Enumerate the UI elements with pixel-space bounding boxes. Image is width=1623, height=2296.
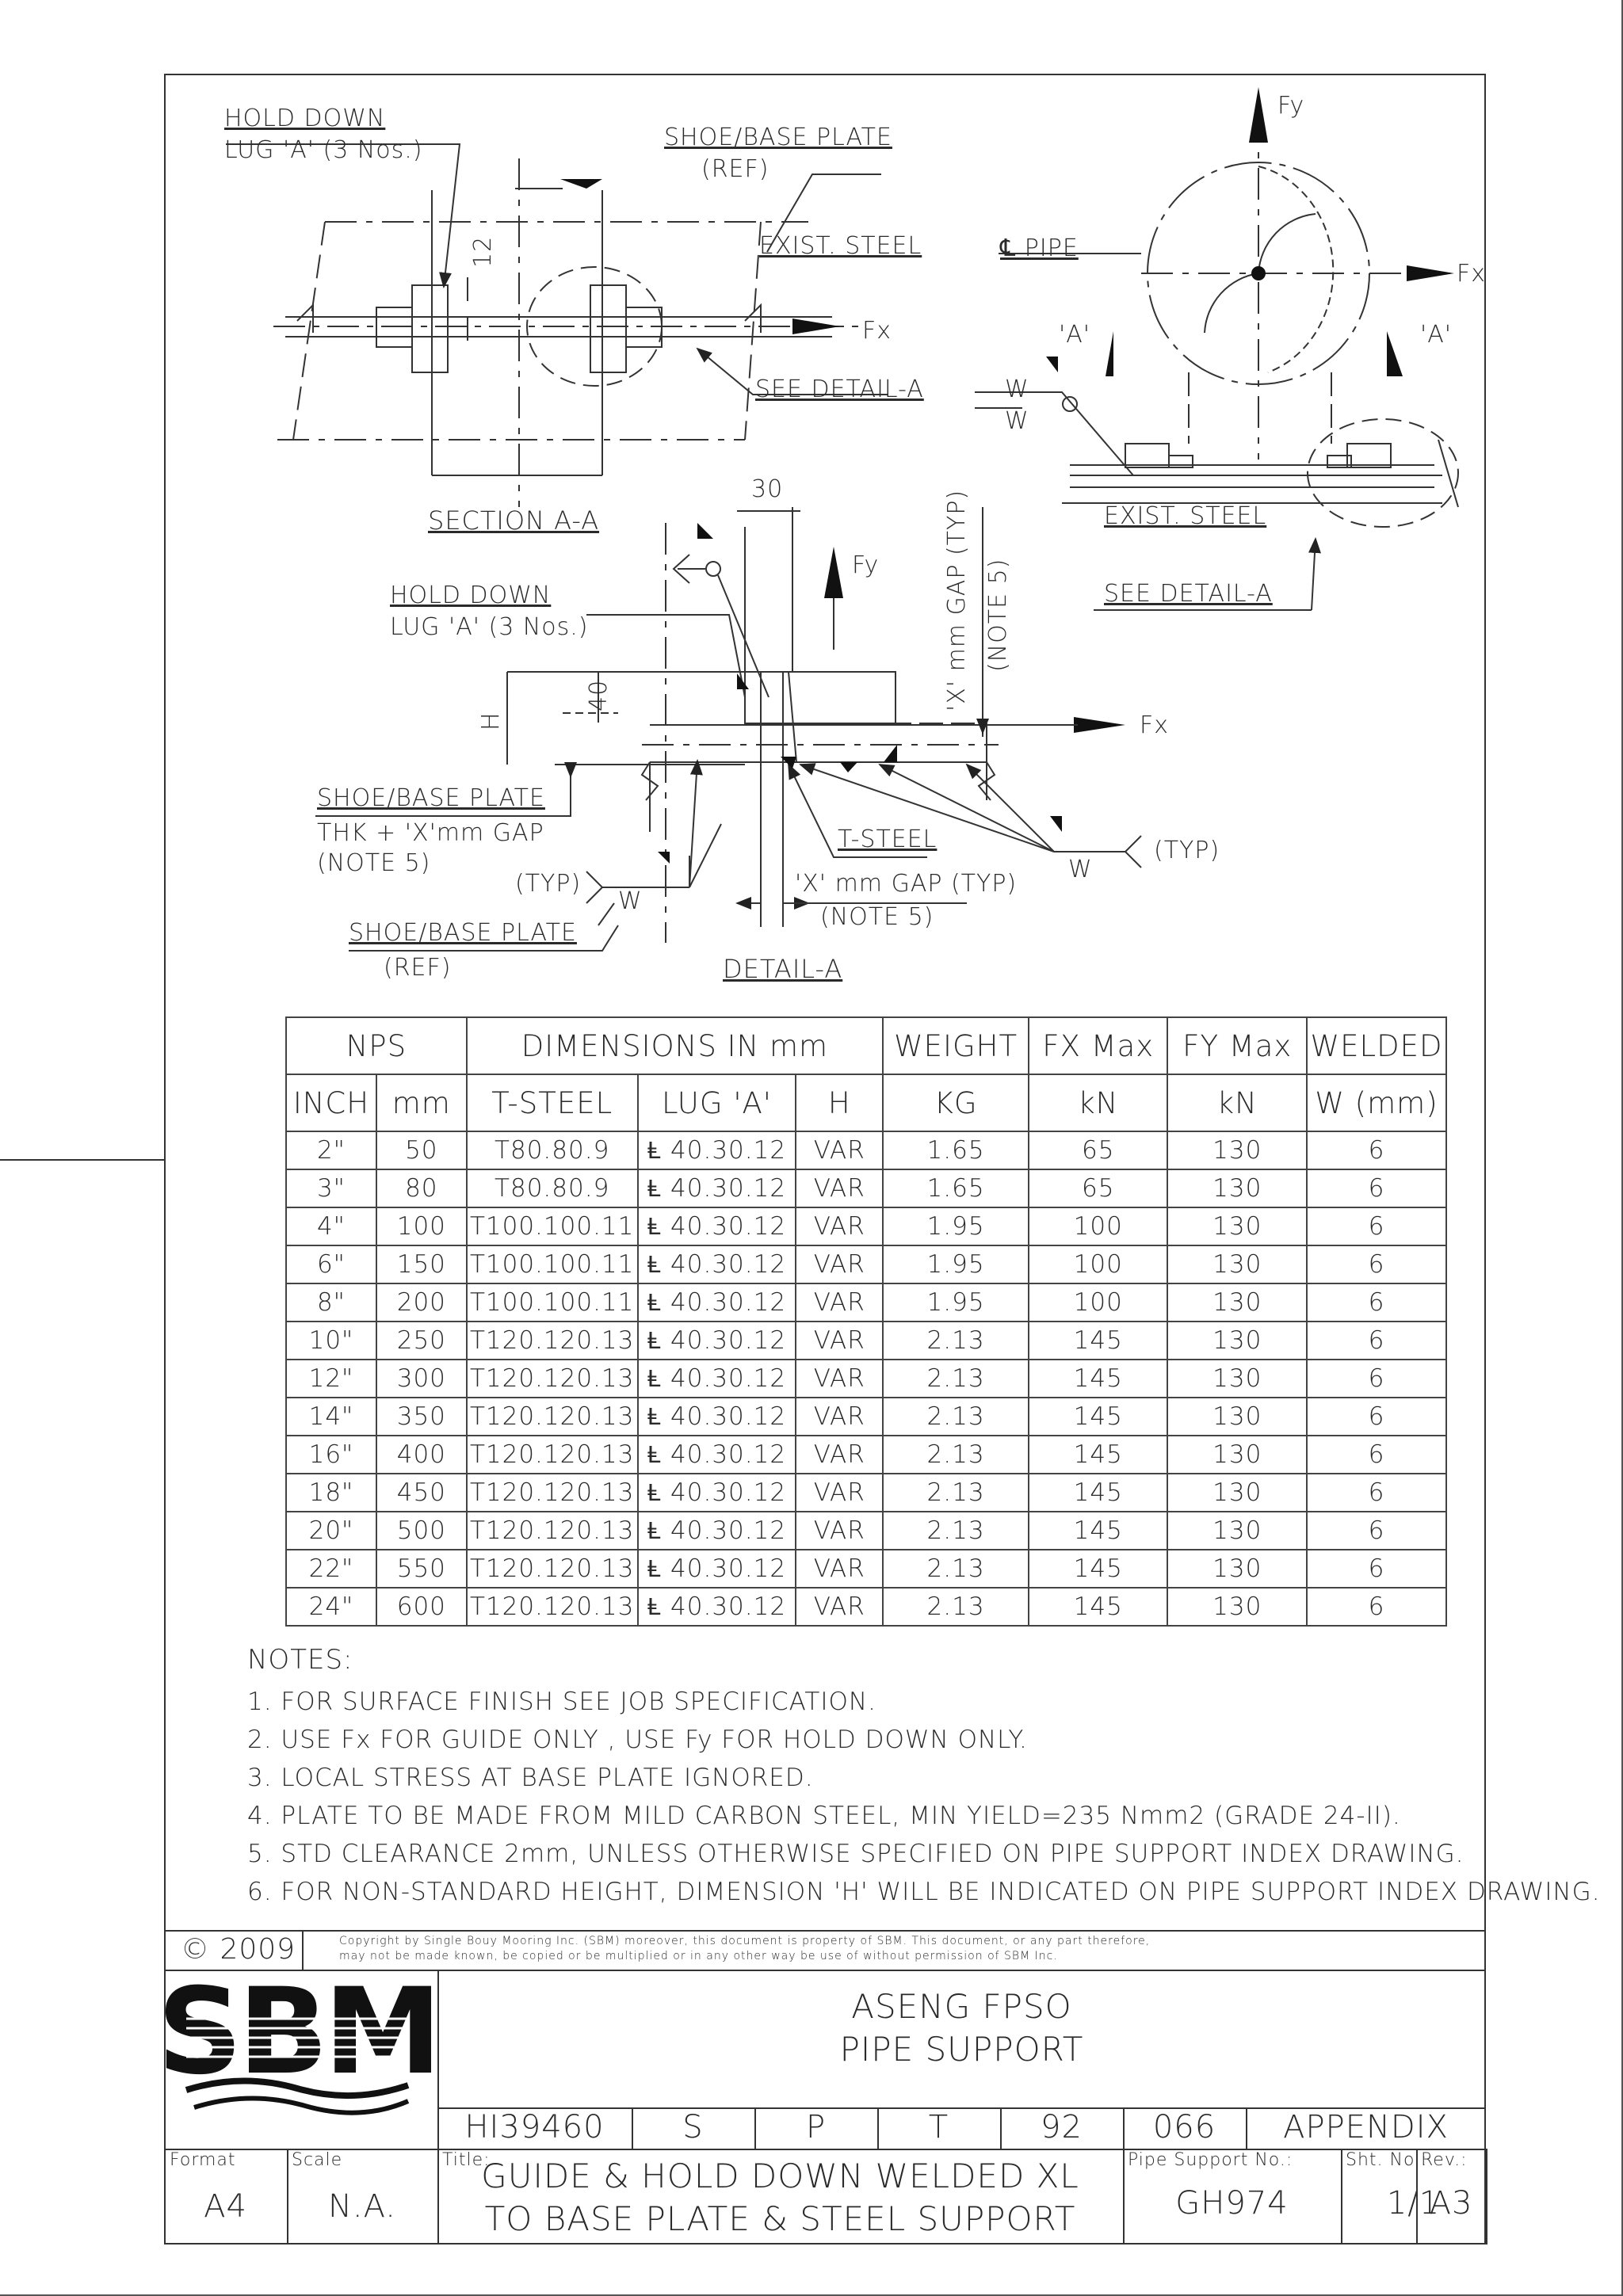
table-row [286,1550,1446,1588]
section-see-detail-label: SEE DETAIL-A [755,376,924,403]
pipe-see-detail-label: SEE DETAIL-A [1104,580,1273,608]
header-fx-kn: kN [1029,1074,1167,1131]
pipe-weld-w-top: W [1005,376,1029,403]
cell-w: 6 [1307,1474,1446,1512]
rev-value: A3 [1429,2185,1473,2222]
cell-fy: 130 [1167,1474,1306,1512]
rev-label: Rev.: [1421,2150,1468,2170]
cell-fx: 145 [1029,1512,1167,1550]
cell-fx: 145 [1029,1398,1167,1436]
cell-kg: 1.95 [883,1245,1029,1283]
cell-inch: 20" [286,1512,376,1550]
cell-lug: Ⱡ 40.30.12 [638,1360,796,1398]
header-fy-kn: kN [1167,1074,1306,1131]
sbm-logo [157,1963,437,2120]
dimensions-table [285,1016,1447,1627]
cell-inch: 4" [286,1207,376,1245]
cell-mm: 100 [376,1207,467,1245]
cell-lug: Ⱡ 40.30.12 [638,1436,796,1474]
note-item-3: 3. LOCAL STRESS AT BASE PLATE IGNORED. [247,1764,814,1792]
cell-kg: 2.13 [883,1322,1029,1360]
format-value: A4 [204,2188,247,2225]
cell-tsteel: T100.100.11 [467,1283,638,1322]
pipe-view-drawing [975,111,1458,610]
cell-kg: 1.65 [883,1169,1029,1207]
table-row [286,1169,1446,1207]
cell-inch: 16" [286,1436,376,1474]
cell-fx: 65 [1029,1169,1167,1207]
table-row [286,1283,1446,1322]
pipe-mark-a-left: 'A' [1059,321,1091,349]
note-item-1: 1. FOR SURFACE FINISH SEE JOB SPECIFICATION. [247,1688,876,1716]
header-nps: NPS [286,1017,467,1074]
cell-h: VAR [796,1550,883,1588]
notes-section [247,1644,1601,1911]
cell-tsteel: T120.120.13 [467,1436,638,1474]
cell-inch: 10" [286,1322,376,1360]
cell-kg: 2.13 [883,1360,1029,1398]
copyright-line-2: may not be made known, be copied or be multiplied or in any other way be use of without permission of SBM Inc. [339,1950,1058,1962]
header-dimensions: DIMENSIONS IN mm [467,1017,883,1074]
code-cell-1: HI39460 [464,2109,605,2145]
detail-shoe-ref-line2: (REF) [384,954,452,982]
cell-h: VAR [796,1283,883,1322]
cell-lug: Ⱡ 40.30.12 [638,1474,796,1512]
cell-mm: 350 [376,1398,467,1436]
table-row [286,1245,1446,1283]
detail-gap-typ-line1: 'X' mm GAP (TYP) [943,489,971,711]
title-line1: GUIDE & HOLD DOWN WELDED XL [481,2157,1079,2195]
cell-h: VAR [796,1207,883,1245]
cell-fx: 145 [1029,1322,1167,1360]
table-row [286,1398,1446,1436]
detail-t-steel-label: T-STEEL [838,826,938,853]
detail-weld-w-left: W [618,887,643,915]
scale-value: N.A. [327,2188,396,2225]
pipe-fy-label: Fy [1277,92,1305,120]
cell-mm: 550 [376,1550,467,1588]
cell-mm: 600 [376,1588,467,1626]
code-cell-4: T [928,2109,949,2145]
cell-h: VAR [796,1436,883,1474]
cell-kg: 1.95 [883,1207,1029,1245]
cell-w: 6 [1307,1131,1446,1169]
detail-shoe-thk-line3: (NOTE 5) [317,849,431,877]
cell-fy: 130 [1167,1207,1306,1245]
cell-fx: 145 [1029,1550,1167,1588]
table-row [286,1512,1446,1550]
cell-fx: 100 [1029,1207,1167,1245]
cell-inch: 18" [286,1474,376,1512]
cell-tsteel: T120.120.13 [467,1512,638,1550]
cell-lug: Ⱡ 40.30.12 [638,1207,796,1245]
cell-lug: Ⱡ 40.30.12 [638,1245,796,1283]
header-w-mm: W (mm) [1307,1074,1446,1131]
section-fx-label: Fx [862,317,892,345]
cell-tsteel: T100.100.11 [467,1207,638,1245]
cell-kg: 2.13 [883,1588,1029,1626]
detail-typ-left: (TYP) [515,870,582,898]
detail-lug-label-line2: LUG 'A' (3 Nos.) [390,613,589,641]
code-cell-2: S [682,2109,704,2145]
header-fx-max: FX Max [1029,1017,1167,1074]
cell-inch: 6" [286,1245,376,1283]
cell-inch: 12" [286,1360,376,1398]
detail-lug-label-line1: HOLD DOWN [390,582,552,609]
cell-w: 6 [1307,1512,1446,1550]
cell-h: VAR [796,1131,883,1169]
support-no-label: Pipe Support No.: [1128,2150,1293,2170]
cell-inch: 8" [286,1283,376,1322]
pipe-mark-a-right: 'A' [1420,321,1453,349]
pipe-centerline-label: ℄ PIPE [1000,235,1079,262]
note-item-5: 5. STD CLEARANCE 2mm, UNLESS OTHERWISE SPECIFIED ON PIPE SUPPORT INDEX DRAWING. [247,1840,1465,1868]
header-lug-a: LUG 'A' [638,1074,796,1131]
cell-fy: 130 [1167,1245,1306,1283]
cell-fy: 130 [1167,1550,1306,1588]
cell-tsteel: T120.120.13 [467,1474,638,1512]
detail-shoe-ref-line1: SHOE/BASE PLATE [349,919,577,947]
section-shoe-label-line2: (REF) [701,155,769,183]
header-h: H [796,1074,883,1131]
cell-lug: Ⱡ 40.30.12 [638,1131,796,1169]
detail-gap-bottom-line2: (NOTE 5) [820,903,934,931]
margin-fold-mark [0,1159,164,1161]
cell-kg: 2.13 [883,1436,1029,1474]
table-row [286,1474,1446,1512]
cell-fx: 145 [1029,1436,1167,1474]
cell-mm: 200 [376,1283,467,1322]
cell-tsteel: T120.120.13 [467,1322,638,1360]
cell-fx: 145 [1029,1588,1167,1626]
section-a-a-drawing [226,144,888,507]
cell-w: 6 [1307,1283,1446,1322]
cell-w: 6 [1307,1322,1446,1360]
cell-h: VAR [796,1512,883,1550]
cell-lug: Ⱡ 40.30.12 [638,1169,796,1207]
detail-dim-40: 40 [585,679,613,711]
cell-fy: 130 [1167,1360,1306,1398]
cell-lug: Ⱡ 40.30.12 [638,1283,796,1322]
cell-w: 6 [1307,1436,1446,1474]
project-name-line2: PIPE SUPPORT [839,2030,1084,2069]
cell-kg: 2.13 [883,1512,1029,1550]
note-item-2: 2. USE Fx FOR GUIDE ONLY , USE Fy FOR HOLD DOWN ONLY. [247,1726,1028,1754]
cell-fy: 130 [1167,1169,1306,1207]
section-a-a-title: SECTION A-A [428,505,600,536]
header-inch: INCH [286,1074,376,1131]
cell-fy: 130 [1167,1512,1306,1550]
cell-tsteel: T80.80.9 [467,1169,638,1207]
cell-h: VAR [796,1398,883,1436]
cell-h: VAR [796,1474,883,1512]
detail-gap-bottom-line1: 'X' mm GAP (TYP) [795,870,1018,898]
cell-fy: 130 [1167,1322,1306,1360]
detail-fy-label: Fy [852,551,880,579]
cell-tsteel: T100.100.11 [467,1245,638,1283]
section-dim-12: 12 [469,235,497,268]
cell-inch: 3" [286,1169,376,1207]
cell-inch: 24" [286,1588,376,1626]
cell-w: 6 [1307,1169,1446,1207]
copyright-year: © 2009 [181,1933,296,1966]
cell-tsteel: T120.120.13 [467,1360,638,1398]
pipe-exist-steel-label: EXIST. STEEL [1104,502,1267,530]
cell-kg: 1.95 [883,1283,1029,1322]
cell-tsteel: T80.80.9 [467,1131,638,1169]
code-cell-7: APPENDIX [1283,2109,1449,2145]
title-label: Title: [442,2150,491,2170]
table-row [286,1360,1446,1398]
sheet-no-value: 1/1 [1386,2185,1441,2222]
code-cell-5: 92 [1041,2109,1083,2145]
table-header-row-1 [286,1017,1446,1074]
sheet-no-label: Sht. No.: [1346,2150,1428,2170]
cell-tsteel: T120.120.13 [467,1588,638,1626]
cell-mm: 80 [376,1169,467,1207]
table-row [286,1322,1446,1360]
cell-tsteel: T120.120.13 [467,1398,638,1436]
section-exist-steel-label: EXIST. STEEL [759,232,922,260]
cell-fy: 130 [1167,1398,1306,1436]
cell-w: 6 [1307,1398,1446,1436]
cell-fy: 130 [1167,1436,1306,1474]
note-item-6: 6. FOR NON-STANDARD HEIGHT, DIMENSION 'H' WILL BE INDICATED ON PIPE SUPPORT INDEX DRAWING. [247,1878,1601,1906]
detail-weld-w-right: W [1068,856,1093,883]
cell-mm: 500 [376,1512,467,1550]
format-label: Format [170,2150,236,2170]
cell-mm: 400 [376,1436,467,1474]
cell-fy: 130 [1167,1131,1306,1169]
table-row [286,1436,1446,1474]
dimensions-table-body [286,1131,1446,1626]
scale-label: Scale [292,2150,343,2170]
header-weight: WEIGHT [883,1017,1029,1074]
detail-a-title: DETAIL-A [723,954,843,984]
detail-shoe-thk-line1: SHOE/BASE PLATE [317,784,545,812]
cell-h: VAR [796,1245,883,1283]
project-name-line1: ASENG FPSO [851,1987,1072,2026]
notes-heading: NOTES: [247,1644,353,1676]
sbm-logo-text: SBM [157,1963,437,2101]
cell-h: VAR [796,1588,883,1626]
header-kg: KG [883,1074,1029,1131]
cell-mm: 450 [376,1474,467,1512]
table-row [286,1131,1446,1169]
cell-fx: 145 [1029,1360,1167,1398]
section-lug-label-line1: HOLD DOWN [224,105,386,132]
cell-mm: 250 [376,1322,467,1360]
cell-fy: 130 [1167,1588,1306,1626]
cell-mm: 300 [376,1360,467,1398]
cell-fy: 130 [1167,1283,1306,1322]
pipe-weld-w-bottom: W [1005,407,1029,435]
header-fy-max: FY Max [1167,1017,1306,1074]
cell-w: 6 [1307,1360,1446,1398]
cell-h: VAR [796,1360,883,1398]
cell-kg: 2.13 [883,1550,1029,1588]
cell-fx: 100 [1029,1283,1167,1322]
cell-kg: 2.13 [883,1474,1029,1512]
cell-w: 6 [1307,1207,1446,1245]
cell-lug: Ⱡ 40.30.12 [638,1550,796,1588]
detail-fx-label: Fx [1140,711,1170,739]
header-t-steel: T-STEEL [467,1074,638,1131]
cell-h: VAR [796,1169,883,1207]
title-line2: TO BASE PLATE & STEEL SUPPORT [484,2199,1076,2238]
cell-inch: 2" [286,1131,376,1169]
cell-fx: 65 [1029,1131,1167,1169]
cell-mm: 50 [376,1131,467,1169]
header-mm: mm [376,1074,467,1131]
cell-kg: 2.13 [883,1398,1029,1436]
code-cell-6: 066 [1152,2109,1216,2145]
cell-fx: 145 [1029,1474,1167,1512]
cell-w: 6 [1307,1588,1446,1626]
table-header-row-2 [286,1074,1446,1131]
copyright-line-1: Copyright by Single Bouy Mooring Inc. (SBM) moreover, this document is property of SBM. This document, or any part therefore, [339,1935,1151,1947]
detail-typ-right: (TYP) [1154,837,1220,864]
section-lug-label-line2: LUG 'A' (3 Nos.) [224,136,423,164]
note-item-4: 4. PLATE TO BE MADE FROM MILD CARBON STEEL, MIN YIELD=235 Nmm2 (GRADE 24-II). [247,1802,1401,1830]
table-row [286,1207,1446,1245]
cell-lug: Ⱡ 40.30.12 [638,1322,796,1360]
support-no-value: GH974 [1175,2185,1289,2222]
section-shoe-label-line1: SHOE/BASE PLATE [664,124,892,151]
cell-kg: 1.65 [883,1131,1029,1169]
cell-fx: 100 [1029,1245,1167,1283]
cell-w: 6 [1307,1245,1446,1283]
cell-lug: Ⱡ 40.30.12 [638,1398,796,1436]
cell-inch: 22" [286,1550,376,1588]
detail-dim-30: 30 [751,475,784,503]
detail-shoe-thk-line2: THK + 'X'mm GAP [317,819,544,847]
header-welded: WELDED [1307,1017,1446,1074]
cell-h: VAR [796,1322,883,1360]
detail-a-drawing [315,507,1141,951]
cell-lug: Ⱡ 40.30.12 [638,1588,796,1626]
cell-inch: 14" [286,1398,376,1436]
pipe-fx-label: Fx [1457,260,1487,288]
code-cell-3: P [805,2109,827,2145]
cell-lug: Ⱡ 40.30.12 [638,1512,796,1550]
cell-mm: 150 [376,1245,467,1283]
table-row [286,1588,1446,1626]
detail-dim-h: H [477,711,505,730]
cell-w: 6 [1307,1550,1446,1588]
cell-tsteel: T120.120.13 [467,1550,638,1588]
detail-gap-typ-line2: (NOTE 5) [984,558,1012,672]
